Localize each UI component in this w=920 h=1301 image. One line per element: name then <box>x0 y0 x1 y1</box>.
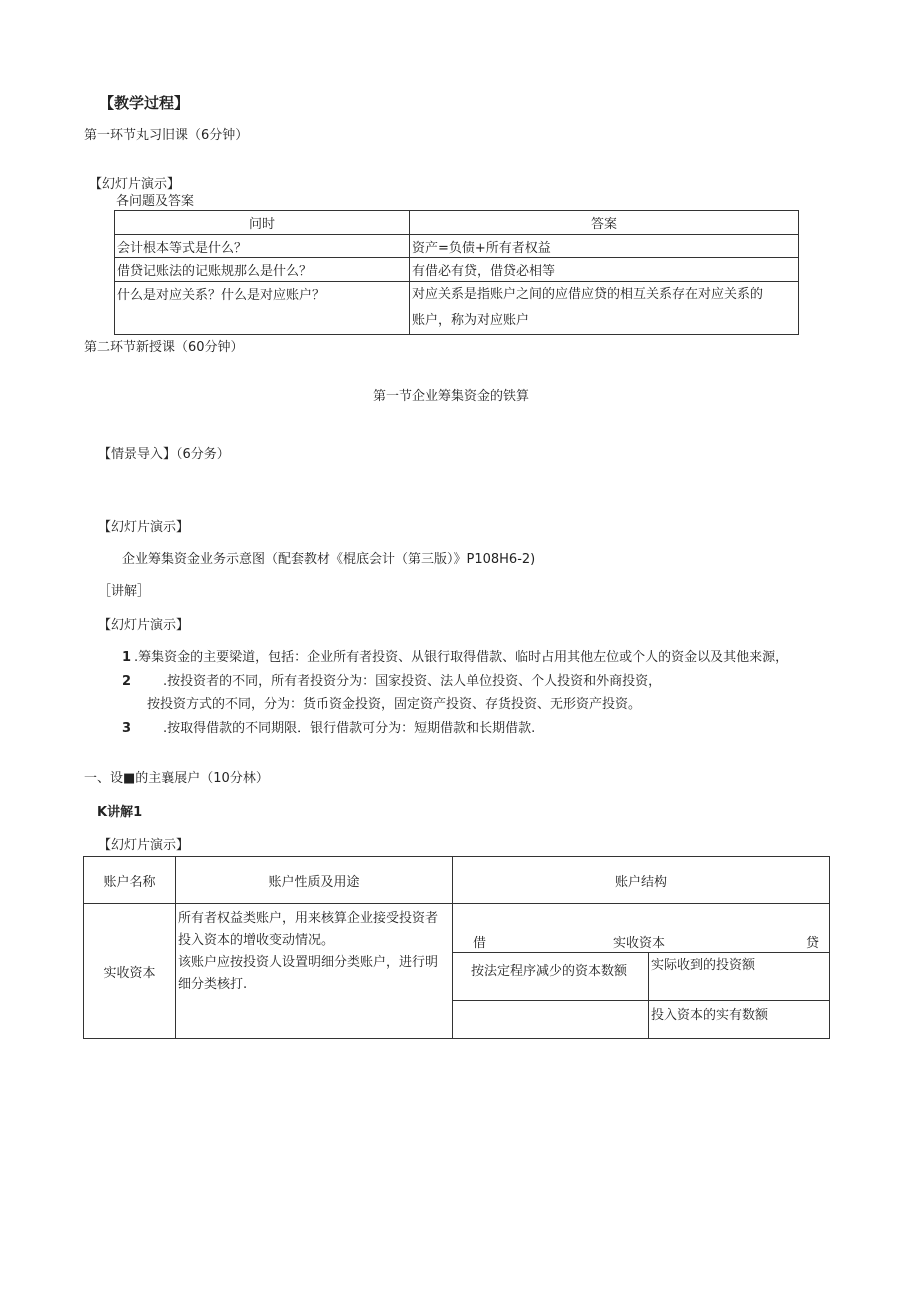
table-header: 账户名称 <box>84 857 176 904</box>
credit-label: 贷 <box>805 936 819 951</box>
slide-label: 【幻灯片演示】 <box>89 177 181 192</box>
slide-label: 【幻灯片演示】 <box>98 838 190 853</box>
scene-intro: 【情景导入】（6分务） <box>98 447 230 462</box>
purpose-line: 投入资本的增收变动情况。 <box>178 933 335 948</box>
purpose-line: 所有者权益类账户，用来核算企业接受投资者 <box>178 911 439 926</box>
section-review: 第一环节丸习旧课（6分钟） <box>84 128 249 143</box>
point-text: .按投资者的不同，所有者投资分为：国家投资、法人单位投资、个人投资和外商投资， <box>163 674 662 689</box>
point-number: 2 <box>122 674 132 689</box>
t-account <box>453 904 830 1039</box>
answer-cell: 有借必有贷，借贷必相等 <box>410 258 799 282</box>
review-table <box>114 210 799 335</box>
diagram-line: 企业筹集资金业务示意图（配套教材《棍底会计（第三版）》P108H6-2) <box>122 552 536 567</box>
point-number: 1 <box>122 650 132 665</box>
table-header-row <box>84 857 830 904</box>
slide-label: 【幻灯片演示】 <box>98 618 190 633</box>
balance-entry: 投入资本的实有数额 <box>651 1008 769 1023</box>
point-number: 3 <box>122 721 132 736</box>
lecture-label: K讲解1 <box>97 805 143 820</box>
review-caption: 各问题及答案 <box>116 194 195 209</box>
table-header: 答案 <box>410 211 799 235</box>
table-row <box>115 235 799 258</box>
question-cell: 借贷记账法的记账规那么是什么？ <box>115 258 410 282</box>
t-account-center-line <box>648 952 649 1038</box>
point-text: .筹集资金的主要梁道，包括：企业所有者投资、从银行取得借款、临时占用其他左位或个人的资金以及其他来源， <box>134 650 789 665</box>
lecture-label: ［讲解］ <box>98 584 151 599</box>
purpose-line: 该账户应按投资人设置明细分类账户，进行明 <box>178 955 439 970</box>
account-purpose <box>176 904 453 1039</box>
purpose-line: 细分类核打. <box>178 977 248 992</box>
point-text: .按取得借款的不同期限．银行借款可分为：短期借款和长期借款. <box>163 721 536 736</box>
table-row <box>115 282 799 335</box>
account-name: 实收资本 <box>84 904 176 1039</box>
table-header: 账户结构 <box>453 857 830 904</box>
table-header: 问时 <box>115 211 410 235</box>
table-header-row <box>115 211 799 235</box>
point-text: 按投资方式的不同，分为：货币资金投资，固定资产投资、存货投资、无形资产投资。 <box>147 697 642 712</box>
t-account-top-line <box>453 952 829 953</box>
section-new-lesson: 第二环节新授课（60分钟） <box>84 340 244 355</box>
answer-cell <box>410 282 799 335</box>
section-accounts: 一、设■的主襄展户（10分林） <box>84 771 269 786</box>
table-row <box>84 904 830 1039</box>
question-cell: 会计根本等式是什么？ <box>115 235 410 258</box>
t-account-title: 实收资本 <box>613 936 666 951</box>
table-row <box>115 258 799 282</box>
slide-label: 【幻灯片演示】 <box>98 520 190 535</box>
question-cell: 什么是对应关系？什么是对应账户？ <box>115 282 410 335</box>
subsection-title: 第一节企业筹集资金的铁算 <box>373 389 530 404</box>
t-account-balance-line <box>453 1000 829 1001</box>
credit-entry: 实际收到的投资额 <box>651 958 756 973</box>
answer-cell: 资产=负债+所有者权益 <box>410 235 799 258</box>
table-header: 账户性质及用途 <box>176 857 453 904</box>
answer-line: 对应关系是指账户之间的应借应贷的相互关系存在对应关系的 <box>412 287 764 302</box>
account-table <box>83 856 830 1039</box>
debit-label: 借 <box>473 936 487 951</box>
page-heading: 【教学过程】 <box>99 94 190 112</box>
debit-entry: 按法定程序减少的资本数额 <box>471 964 628 979</box>
answer-line: 账户，称为对应账户 <box>412 313 530 328</box>
